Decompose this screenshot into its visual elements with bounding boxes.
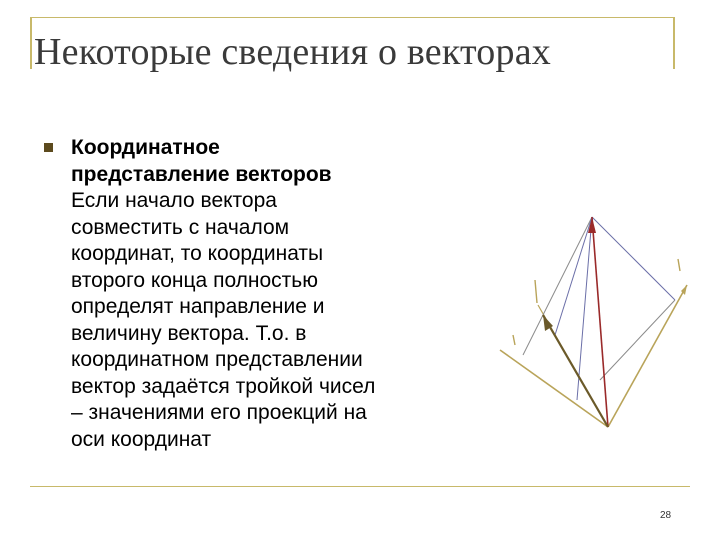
frame-left-tick [30, 17, 32, 69]
frame-bottom-line [30, 486, 690, 487]
projection-line-3 [600, 300, 675, 380]
frame-top-line [30, 17, 675, 18]
bullet-body: Если начало вектора совместить с началом координат, то координаты второго конца полностью определят направление и величину вектора. Т.о. в координатном представлении вектор задаётся тройкой чисел – значениями его проекций на оси координат [71, 189, 376, 451]
axis-mark-bottom-left [513, 335, 515, 345]
page-number: 28 [660, 510, 672, 521]
bullet-text [71, 135, 391, 453]
vector-red-line [592, 217, 608, 427]
bullet-square-icon [44, 143, 53, 152]
slide-title: Некоторые сведения о векторах [34, 31, 551, 73]
bullet-heading-line1: Координатное [71, 136, 220, 159]
axis-mark-left [535, 280, 537, 303]
axis-mark-right [678, 259, 680, 271]
projection-line-1 [577, 217, 592, 400]
vector-projection-diagram [495, 205, 695, 440]
axis-line-left [500, 350, 608, 427]
frame-line-top-right [592, 217, 675, 300]
frame-line-top-left [523, 217, 592, 355]
bullet-heading-line2: представление векторов [71, 162, 332, 186]
vector-dark-line [543, 315, 608, 427]
axis-line-right [608, 285, 687, 427]
projection-line-2 [555, 217, 592, 335]
frame-right-tick [673, 17, 675, 69]
